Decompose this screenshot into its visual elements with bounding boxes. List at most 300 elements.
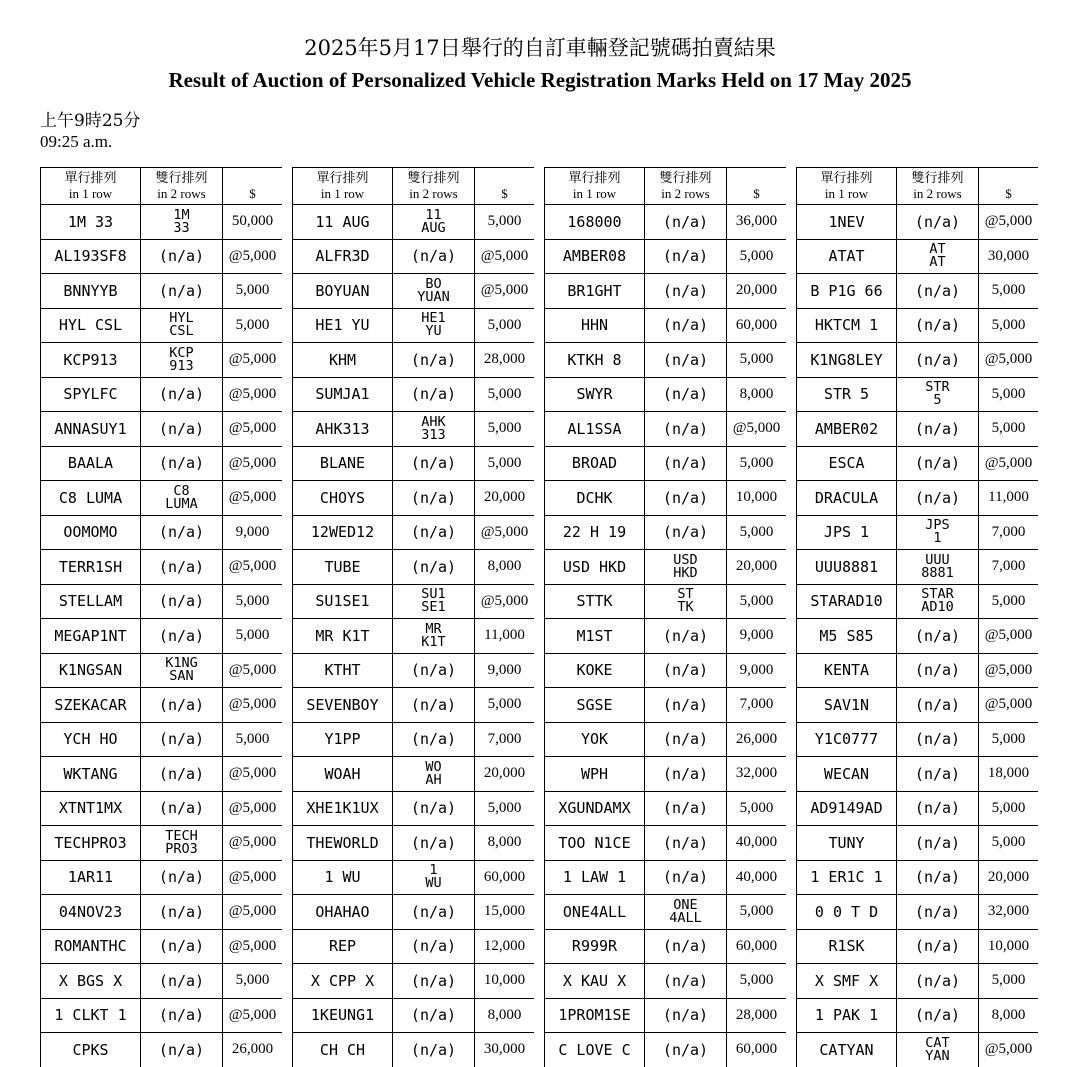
mark-single-row: BLANE [293, 446, 393, 481]
table-row [545, 791, 787, 826]
header-row [41, 168, 283, 205]
table-row [293, 550, 535, 585]
table-row [797, 757, 1039, 792]
sale-price: 60,000 [727, 929, 787, 964]
table-row [545, 446, 787, 481]
table-row [545, 481, 787, 516]
mark-double-row: (n/a) [141, 688, 223, 723]
results-block-3 [544, 167, 786, 1067]
mark-single-row: X CPP X [293, 964, 393, 999]
table-row [293, 239, 535, 274]
mark-double-row-line: ST [645, 588, 726, 601]
sale-price: @5,000 [979, 653, 1039, 688]
sale-price: 5,000 [727, 584, 787, 619]
mark-double-row [393, 757, 475, 792]
mark-single-row: SZEKACAR [41, 688, 141, 723]
mark-double-row [141, 653, 223, 688]
header-single-row-cn: 單行排列 [41, 171, 140, 186]
sale-price: 5,000 [979, 584, 1039, 619]
mark-double-row: (n/a) [645, 412, 727, 447]
sale-price: 5,000 [727, 895, 787, 930]
table-row [797, 481, 1039, 516]
header-double-row [393, 168, 475, 205]
table-row [545, 274, 787, 309]
mark-double-row-line: AHK [393, 416, 474, 429]
mark-single-row: KTKH 8 [545, 343, 645, 378]
header-double-row-en: in 2 rows [897, 186, 978, 201]
mark-double-row [897, 239, 979, 274]
sale-price: 5,000 [223, 964, 283, 999]
table-row [797, 412, 1039, 447]
mark-double-row-line: K1T [393, 636, 474, 649]
header-amount-symbol: $ [475, 186, 534, 201]
table-row [41, 998, 283, 1033]
mark-single-row: KTHT [293, 653, 393, 688]
table-row [293, 1033, 535, 1067]
results-block-2 [292, 167, 534, 1067]
sale-price: @5,000 [979, 1033, 1039, 1067]
sale-price: 5,000 [979, 791, 1039, 826]
mark-double-row-line: ONE [645, 899, 726, 912]
sale-price: @5,000 [223, 929, 283, 964]
table-row [293, 343, 535, 378]
table-row [797, 377, 1039, 412]
mark-double-row [897, 515, 979, 550]
mark-single-row: SU1SE1 [293, 584, 393, 619]
mark-double-row: (n/a) [393, 826, 475, 861]
table-row [797, 722, 1039, 757]
mark-single-row: WOAH [293, 757, 393, 792]
mark-double-row: (n/a) [393, 550, 475, 585]
mark-double-row-line: USD [645, 554, 726, 567]
mark-double-row: (n/a) [897, 343, 979, 378]
table-row [545, 343, 787, 378]
table-row [797, 343, 1039, 378]
mark-double-row: (n/a) [393, 377, 475, 412]
mark-double-row-line: PRO3 [141, 843, 222, 856]
mark-double-row: (n/a) [393, 481, 475, 516]
mark-double-row [393, 619, 475, 654]
sale-price: 50,000 [223, 205, 283, 240]
mark-double-row [393, 412, 475, 447]
mark-double-row: (n/a) [897, 998, 979, 1033]
sale-price: 7,000 [475, 722, 535, 757]
mark-double-row-line: KCP [141, 347, 222, 360]
mark-double-row: (n/a) [393, 964, 475, 999]
mark-single-row: CHOYS [293, 481, 393, 516]
sale-price: 9,000 [727, 653, 787, 688]
mark-single-row: K1NG8LEY [797, 343, 897, 378]
mark-double-row-line: YAN [897, 1050, 978, 1063]
mark-double-row: (n/a) [645, 688, 727, 723]
table-row [797, 308, 1039, 343]
mark-double-row [393, 274, 475, 309]
table-row [545, 929, 787, 964]
mark-double-row: (n/a) [897, 481, 979, 516]
table-row [545, 826, 787, 861]
table-row [545, 412, 787, 447]
mark-single-row: AL1SSA [545, 412, 645, 447]
table-row [797, 791, 1039, 826]
mark-single-row: HHN [545, 308, 645, 343]
mark-double-row [141, 343, 223, 378]
results-block-1 [40, 167, 282, 1067]
mark-double-row-line: 1M [141, 209, 222, 222]
mark-single-row: 11 AUG [293, 205, 393, 240]
mark-double-row-line: YU [393, 325, 474, 338]
sale-price: 10,000 [727, 481, 787, 516]
table-row [545, 895, 787, 930]
mark-single-row: CATYAN [797, 1033, 897, 1067]
mark-double-row: (n/a) [141, 412, 223, 447]
table-row [293, 619, 535, 654]
mark-double-row: (n/a) [645, 343, 727, 378]
mark-single-row: KENTA [797, 653, 897, 688]
table-row [41, 274, 283, 309]
mark-single-row: AL193SF8 [41, 239, 141, 274]
mark-double-row: (n/a) [897, 653, 979, 688]
mark-single-row: TUBE [293, 550, 393, 585]
sale-price: 20,000 [727, 274, 787, 309]
sale-price: 5,000 [223, 308, 283, 343]
mark-double-row: (n/a) [645, 308, 727, 343]
table-row [293, 826, 535, 861]
mark-double-row-line: 33 [141, 222, 222, 235]
mark-double-row-line: 1 [897, 532, 978, 545]
header-amount [979, 168, 1039, 205]
table-row [41, 653, 283, 688]
sale-price: @5,000 [727, 412, 787, 447]
sale-price: 15,000 [475, 895, 535, 930]
sale-price: 5,000 [979, 964, 1039, 999]
table-row [797, 929, 1039, 964]
table-row [293, 515, 535, 550]
mark-double-row: (n/a) [141, 791, 223, 826]
mark-double-row [141, 826, 223, 861]
sale-price: @5,000 [475, 274, 535, 309]
header-single-row-cn: 單行排列 [545, 171, 644, 186]
table-row [41, 550, 283, 585]
sale-price: 32,000 [979, 895, 1039, 930]
mark-double-row: (n/a) [141, 550, 223, 585]
mark-double-row-line: 8881 [897, 567, 978, 580]
mark-double-row: (n/a) [897, 826, 979, 861]
mark-double-row-line: MR [393, 623, 474, 636]
table-row [797, 895, 1039, 930]
table-row [545, 860, 787, 895]
table-row [293, 860, 535, 895]
mark-double-row: (n/a) [393, 791, 475, 826]
mark-single-row: R1SK [797, 929, 897, 964]
table-row [41, 446, 283, 481]
session-time-english: 09:25 a.m. [40, 132, 112, 152]
sale-price: @5,000 [223, 239, 283, 274]
header-single-row-en: in 1 row [797, 186, 896, 201]
mark-double-row: (n/a) [897, 929, 979, 964]
mark-single-row: XGUNDAMX [545, 791, 645, 826]
table-row [797, 239, 1039, 274]
mark-double-row-line: SE1 [393, 601, 474, 614]
table-row [41, 377, 283, 412]
mark-double-row-line: K1NG [141, 657, 222, 670]
header-single-row-en: in 1 row [293, 186, 392, 201]
sale-price: @5,000 [223, 860, 283, 895]
mark-single-row: AMBER08 [545, 239, 645, 274]
mark-double-row-line: AD10 [897, 601, 978, 614]
sale-price: 32,000 [727, 757, 787, 792]
table-row [41, 826, 283, 861]
mark-double-row: (n/a) [141, 1033, 223, 1067]
header-amount-symbol: $ [979, 186, 1038, 201]
sale-price: @5,000 [223, 343, 283, 378]
mark-double-row: (n/a) [393, 653, 475, 688]
mark-double-row-line: UUU [897, 554, 978, 567]
mark-single-row: 1 ER1C 1 [797, 860, 897, 895]
sale-price: @5,000 [979, 343, 1039, 378]
mark-single-row: ANNASUY1 [41, 412, 141, 447]
mark-double-row-line: AH [393, 774, 474, 787]
mark-single-row: KCP913 [41, 343, 141, 378]
mark-double-row: (n/a) [393, 895, 475, 930]
mark-double-row: (n/a) [393, 688, 475, 723]
sale-price: 12,000 [475, 929, 535, 964]
header-single-row [293, 168, 393, 205]
mark-double-row [645, 550, 727, 585]
header-amount-spacer [223, 171, 282, 186]
sale-price: 8,000 [475, 998, 535, 1033]
mark-double-row: (n/a) [897, 757, 979, 792]
table-row [293, 412, 535, 447]
sale-price: 20,000 [475, 757, 535, 792]
mark-double-row-line: AT [897, 243, 978, 256]
mark-double-row-line: CSL [141, 325, 222, 338]
mark-double-row-line: TK [645, 601, 726, 614]
mark-single-row: CPKS [41, 1033, 141, 1067]
mark-single-row: DRACULA [797, 481, 897, 516]
mark-double-row [897, 550, 979, 585]
header-amount-symbol: $ [727, 186, 786, 201]
sale-price: 9,000 [727, 619, 787, 654]
header-double-row [897, 168, 979, 205]
sale-price: @5,000 [979, 619, 1039, 654]
mark-single-row: 1M 33 [41, 205, 141, 240]
sale-price: 20,000 [979, 860, 1039, 895]
mark-double-row-line: HYL [141, 312, 222, 325]
mark-single-row: ONE4ALL [545, 895, 645, 930]
header-single-row [41, 168, 141, 205]
sale-price: 5,000 [979, 377, 1039, 412]
table-row [797, 653, 1039, 688]
mark-single-row: BAALA [41, 446, 141, 481]
sale-price: 7,000 [979, 515, 1039, 550]
sale-price: 5,000 [727, 964, 787, 999]
mark-single-row: STARAD10 [797, 584, 897, 619]
table-row [41, 791, 283, 826]
mark-double-row: (n/a) [645, 274, 727, 309]
sale-price: 9,000 [223, 515, 283, 550]
sale-price: 5,000 [475, 791, 535, 826]
mark-single-row: BOYUAN [293, 274, 393, 309]
sale-price: 60,000 [475, 860, 535, 895]
table-row [293, 757, 535, 792]
table-row [41, 964, 283, 999]
sale-price: @5,000 [223, 550, 283, 585]
mark-double-row: (n/a) [141, 895, 223, 930]
table-row [293, 274, 535, 309]
mark-double-row-line: BO [393, 278, 474, 291]
header-single-row [545, 168, 645, 205]
header-double-row [645, 168, 727, 205]
mark-double-row-line: 1 [393, 864, 474, 877]
header-single-row-cn: 單行排列 [293, 171, 392, 186]
mark-double-row-line: WU [393, 877, 474, 890]
table-row [797, 998, 1039, 1033]
table-row [41, 308, 283, 343]
table-row [797, 964, 1039, 999]
mark-single-row: 1 LAW 1 [545, 860, 645, 895]
table-row [41, 895, 283, 930]
sale-price: 60,000 [727, 1033, 787, 1067]
mark-single-row: 0 0 T D [797, 895, 897, 930]
sale-price: @5,000 [223, 998, 283, 1033]
sale-price: 5,000 [223, 619, 283, 654]
mark-single-row: 04NOV23 [41, 895, 141, 930]
table-row [293, 964, 535, 999]
header-double-row-en: in 2 rows [645, 186, 726, 201]
mark-single-row: K1NGSAN [41, 653, 141, 688]
table-row [41, 343, 283, 378]
mark-single-row: SUMJA1 [293, 377, 393, 412]
mark-double-row: (n/a) [897, 205, 979, 240]
mark-double-row: (n/a) [897, 446, 979, 481]
mark-single-row: 1 WU [293, 860, 393, 895]
mark-double-row: (n/a) [645, 722, 727, 757]
sale-price: 5,000 [979, 826, 1039, 861]
mark-double-row: (n/a) [393, 929, 475, 964]
table-row [545, 619, 787, 654]
mark-double-row-line: 5 [897, 394, 978, 407]
mark-double-row [393, 860, 475, 895]
mark-double-row: (n/a) [393, 722, 475, 757]
mark-double-row [393, 308, 475, 343]
session-time-chinese: 上午9時25分 [40, 106, 140, 131]
header-row [293, 168, 535, 205]
mark-single-row: BR1GHT [545, 274, 645, 309]
table-row [293, 584, 535, 619]
sale-price: 8,000 [475, 826, 535, 861]
mark-single-row: AHK313 [293, 412, 393, 447]
mark-double-row-line: STAR [897, 588, 978, 601]
results-table [292, 167, 534, 1067]
mark-single-row: KOKE [545, 653, 645, 688]
sale-price: 36,000 [727, 205, 787, 240]
table-row [545, 998, 787, 1033]
mark-double-row-line: YUAN [393, 291, 474, 304]
table-row [41, 757, 283, 792]
mark-double-row: (n/a) [141, 964, 223, 999]
mark-double-row-line: STR [897, 381, 978, 394]
mark-double-row: (n/a) [645, 1033, 727, 1067]
mark-single-row: CH CH [293, 1033, 393, 1067]
sale-price: 8,000 [475, 550, 535, 585]
mark-single-row: AD9149AD [797, 791, 897, 826]
mark-double-row: (n/a) [393, 343, 475, 378]
sale-price: 30,000 [475, 1033, 535, 1067]
mark-single-row: X KAU X [545, 964, 645, 999]
mark-double-row: (n/a) [141, 515, 223, 550]
mark-double-row-line: 4ALL [645, 912, 726, 925]
mark-single-row: HYL CSL [41, 308, 141, 343]
mark-double-row: (n/a) [141, 722, 223, 757]
header-single-row-en: in 1 row [41, 186, 140, 201]
sale-price: @5,000 [223, 653, 283, 688]
mark-single-row: TERR1SH [41, 550, 141, 585]
mark-single-row: TUNY [797, 826, 897, 861]
sale-price: 7,000 [979, 550, 1039, 585]
mark-double-row-line: AUG [393, 222, 474, 235]
sale-price: @5,000 [223, 481, 283, 516]
table-row [293, 895, 535, 930]
header-single-row [797, 168, 897, 205]
sale-price: 5,000 [223, 274, 283, 309]
table-row [545, 239, 787, 274]
mark-single-row: KHM [293, 343, 393, 378]
mark-single-row: C LOVE C [545, 1033, 645, 1067]
sale-price: 8,000 [979, 998, 1039, 1033]
mark-single-row: DCHK [545, 481, 645, 516]
table-row [797, 515, 1039, 550]
mark-single-row: M5 S85 [797, 619, 897, 654]
mark-double-row-line: TECH [141, 830, 222, 843]
table-row [41, 205, 283, 240]
table-row [797, 584, 1039, 619]
mark-double-row: (n/a) [141, 446, 223, 481]
sale-price: @5,000 [223, 757, 283, 792]
mark-double-row: (n/a) [141, 584, 223, 619]
mark-double-row-line: 11 [393, 209, 474, 222]
sale-price: 7,000 [727, 688, 787, 723]
table-row [545, 653, 787, 688]
mark-single-row: SGSE [545, 688, 645, 723]
mark-single-row: WKTANG [41, 757, 141, 792]
table-row [293, 653, 535, 688]
mark-single-row: HE1 YU [293, 308, 393, 343]
mark-double-row-line: HKD [645, 567, 726, 580]
mark-single-row: Y1PP [293, 722, 393, 757]
table-row [293, 998, 535, 1033]
sale-price: 40,000 [727, 826, 787, 861]
mark-double-row: (n/a) [645, 964, 727, 999]
mark-single-row: BROAD [545, 446, 645, 481]
mark-single-row: 1 CLKT 1 [41, 998, 141, 1033]
mark-double-row [897, 584, 979, 619]
mark-single-row: USD HKD [545, 550, 645, 585]
sale-price: 18,000 [979, 757, 1039, 792]
mark-double-row: (n/a) [393, 998, 475, 1033]
mark-single-row: THEWORLD [293, 826, 393, 861]
sale-price: @5,000 [475, 239, 535, 274]
mark-double-row: (n/a) [645, 791, 727, 826]
table-row [797, 446, 1039, 481]
table-row [41, 688, 283, 723]
mark-double-row: (n/a) [141, 998, 223, 1033]
mark-double-row [645, 895, 727, 930]
mark-double-row [393, 205, 475, 240]
table-row [797, 860, 1039, 895]
table-row [41, 239, 283, 274]
table-row [293, 481, 535, 516]
table-row [41, 412, 283, 447]
